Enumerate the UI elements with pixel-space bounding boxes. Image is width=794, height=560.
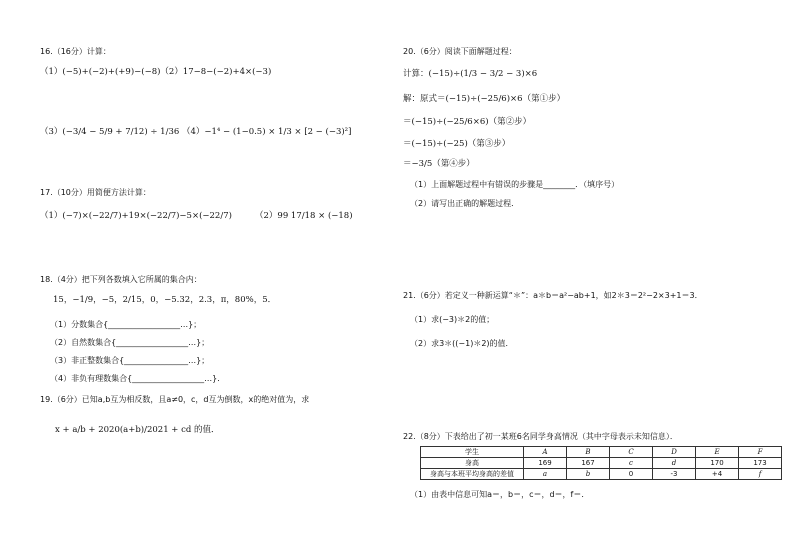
table-cell: 学生 [421,447,524,458]
q18-header: 18.（4分）把下列各数填入它所属的集合内： [40,275,202,284]
q18-set-4: （4）非负有理数集合{__________________…}． [50,374,226,383]
q18-numbers: 15，−1/9，−5，2/15，0，−5.32，2.3，π，80%，5． [53,295,277,305]
height-table [420,446,782,480]
q18-set-1: （1）分数集合{__________________…}； [50,320,202,329]
table-cell: 170 [696,458,739,469]
q22-ask-1: （1）由表中信息可知a＝，b＝，c＝，d＝，f＝． [410,490,590,499]
table-cell: f [739,469,782,480]
q20-ask-2: （2）请写出正确的解题过程． [410,199,520,208]
table-cell: 167 [567,458,610,469]
q20-step-2: ＝(−15)÷(−25/6×6)（第②步） [403,117,532,127]
table-cell: 173 [739,458,782,469]
table-cell: D [653,447,696,458]
q16-part1-2: （1）(−5)+(−2)+(+9)−(−8)（2）17−8−(−2)+4×(−3) [40,67,272,77]
table-cell: C [610,447,653,458]
table-cell: B [567,447,610,458]
table-cell: 身高 [421,458,524,469]
q19-header: 19.（6分）已知a,b互为相反数，且a≠0，c，d互为倒数，x的绝对值为，求 [40,395,310,404]
q20-step-3: ＝(−15)÷(−25)（第③步） [403,139,511,149]
table-cell: a [524,469,567,480]
table-cell: b [567,469,610,480]
table-cell: 169 [524,458,567,469]
q21-ask-2: （2）求3＊((−1)＊2)的值． [410,339,514,348]
table-cell: F [739,447,782,458]
q17-part2: （2）99 17/18 × (−18) [255,211,353,221]
table-row [421,458,782,469]
table-cell: A [524,447,567,458]
q20-ask-1: （1）上面解题过程中有错误的步骤是________．（填序号） [410,180,620,189]
table-cell: c [610,458,653,469]
q17-part1: （1）(−7)×(−22/7)+19×(−22/7)−5×(−22/7) [40,211,232,221]
table-cell: d [653,458,696,469]
q16-header: 16.（16分）计算： [40,47,111,56]
q22-header: 22.（8分）下表给出了初一某班6名同学身高情况（其中字母表示未知信息）． [403,432,678,441]
q16-part3-4: （3）(−3/4 − 5/9 + 7/12) ÷ 1/36 （4）−1⁴ − (1−0.5) × 1/3 × [2 − (−3)²] [40,127,352,137]
q21-ask-1: （1）求(−3)＊2的值； [410,315,495,324]
table-cell: E [696,447,739,458]
q20-step-4: ＝−3/5（第④步） [403,159,475,169]
q19-expression: x + a/b + 2020(a+b)/2021 + cd 的值． [55,425,220,435]
table-cell: 0 [610,469,653,480]
table-cell: -3 [653,469,696,480]
q20-header: 20.（6分）阅读下面解题过程： [403,47,517,56]
q20-step-1: 解：原式＝(−15)÷(−25/6)×6（第①步） [403,94,566,104]
table-cell: 身高与本班平均身高的差值 [421,469,524,480]
q21-header: 21.（6分）若定义一种新运算“＊”：a＊b＝a²−ab+1，如2＊3＝2²−2×3+1＝3． [403,291,703,300]
q17-header: 17.（10分）用简便方法计算： [40,188,151,197]
q20-calc: 计算：(−15)÷(1/3 − 3/2 − 3)×6 [403,69,538,79]
q18-set-3: （3）非正整数集合{________________…}； [50,356,210,365]
table-row [421,469,782,480]
table-cell: +4 [696,469,739,480]
table-row [421,447,782,458]
q18-set-2: （2）自然数集合{__________________…}； [50,338,210,347]
